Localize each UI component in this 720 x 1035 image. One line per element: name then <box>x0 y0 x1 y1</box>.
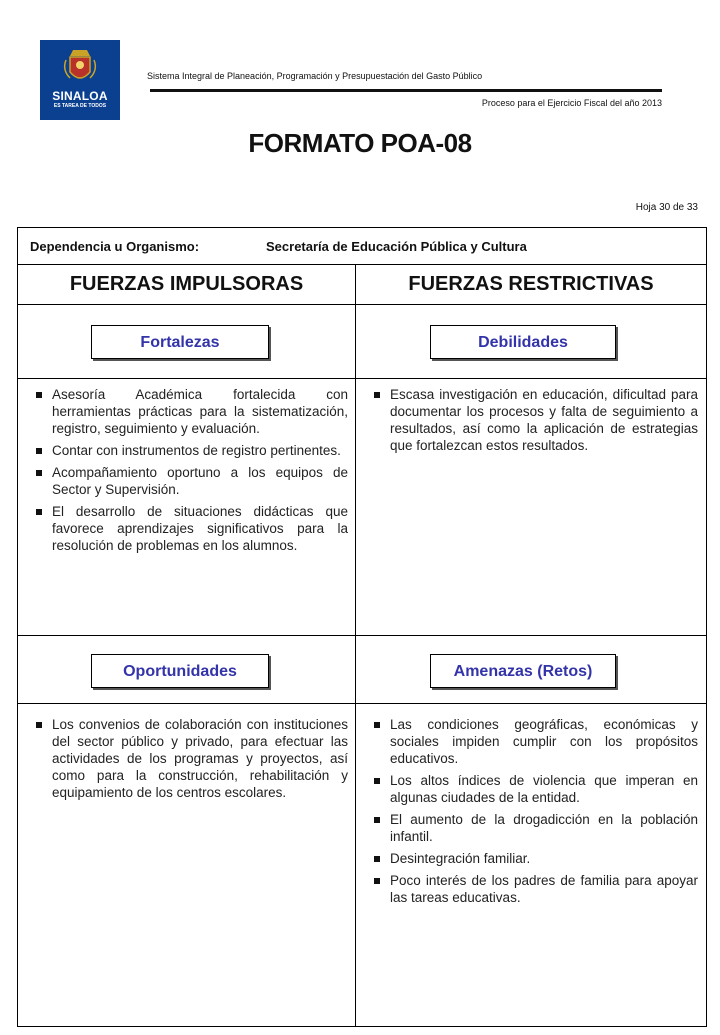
bullet-icon <box>374 878 380 884</box>
strengths-list <box>34 386 348 559</box>
logo-tagline: ES TAREA DE TODOS <box>53 103 107 109</box>
bullet-icon <box>36 448 42 454</box>
column-divider <box>355 264 356 1027</box>
divider <box>18 378 706 379</box>
list-item: El aumento de la drogadicción en la población infantil. <box>372 811 698 845</box>
dependency-label: Dependencia u Organismo: <box>30 239 200 254</box>
list-item: Acompañamiento oportuno a los equipos de Sector y Supervisión. <box>34 464 348 498</box>
divider <box>18 635 706 636</box>
logo-name: SINALOA <box>52 89 108 103</box>
weaknesses-heading: Debilidades <box>430 325 616 359</box>
list-item: Los altos índices de violencia que imperan en algunas ciudades de la entidad. <box>372 772 698 806</box>
list-item: Los convenios de colaboración con instituciones del sector público y privado, para efectuar las actividades de los programas y proyectos, así como para la construcción, rehabilitación y equipamiento de los centros escolares. <box>34 716 348 801</box>
opportunities-heading: Oportunidades <box>91 654 269 688</box>
bullet-icon <box>374 817 380 823</box>
bullet-icon <box>374 778 380 784</box>
bullet-icon <box>374 392 380 398</box>
bullet-icon <box>36 722 42 728</box>
dependency-value: Secretaría de Educación Pública y Cultura <box>266 239 527 254</box>
bullet-icon <box>36 470 42 476</box>
list-item: El desarrollo de situaciones didácticas que favorece aprendizajes significativos para la resolución de problemas en los alumnos. <box>34 503 348 554</box>
header-divider <box>150 89 662 92</box>
threats-list <box>372 716 698 911</box>
bullet-icon <box>374 856 380 862</box>
opportunities-list <box>34 716 348 806</box>
sinaloa-logo <box>40 40 120 120</box>
list-item: Contar con instrumentos de registro pertinentes. <box>34 442 348 459</box>
divider <box>18 703 706 704</box>
divider <box>18 304 706 305</box>
swot-table <box>17 227 707 1027</box>
driving-forces-heading: FUERZAS IMPULSORAS <box>69 273 304 295</box>
strengths-heading: Fortalezas <box>91 325 269 359</box>
process-year: Proceso para el Ejercicio Fiscal del año 2013 <box>481 98 662 108</box>
threats-heading: Amenazas (Retos) <box>430 654 616 688</box>
list-item: Las condiciones geográficas, económicas y sociales impiden cumplir con los propósitos educativos. <box>372 716 698 767</box>
list-item: Poco interés de los padres de familia para apoyar las tareas educativas. <box>372 872 698 906</box>
page-title: FORMATO POA-08 <box>248 128 472 158</box>
list-item: Escasa investigación en educación, dificultad para documentar los procesos y falta de seguimiento a resultados, así como la aplicación de estrategias que fortalezcan estos resultados. <box>372 386 698 454</box>
restraining-forces-heading: FUERZAS RESTRICTIVAS <box>408 273 654 295</box>
bullet-icon <box>36 509 42 515</box>
weaknesses-list <box>372 386 698 459</box>
bullet-icon <box>374 722 380 728</box>
page-number: Hoja 30 de 33 <box>635 202 698 213</box>
list-item: Asesoría Académica fortalecida con herramientas prácticas para la sistematización, registro, seguimiento y evaluación. <box>34 386 348 437</box>
bullet-icon <box>36 392 42 398</box>
system-name: Sistema Integral de Planeación, Programación y Presupuestación del Gasto Público <box>147 71 483 81</box>
list-item: Desintegración familiar. <box>372 850 698 867</box>
